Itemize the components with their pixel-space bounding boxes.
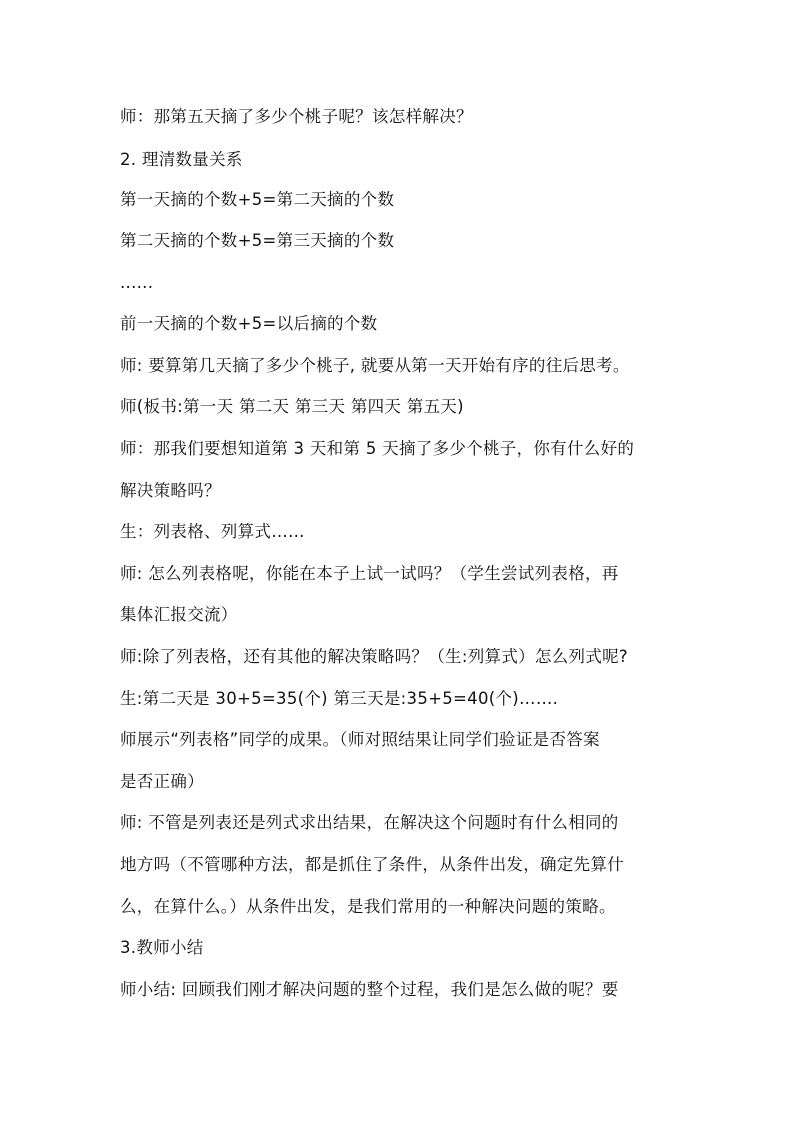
text-line: 前一天摘的个数+5=以后摘的个数 bbox=[120, 314, 378, 333]
text-line: 么，在算什么。）从条件出发，是我们常用的一种解决问题的策略。 bbox=[120, 897, 616, 916]
text-line: 师: 怎么列表格呢，你能在本子上试一试吗？（学生尝试列表格，再 bbox=[120, 564, 619, 583]
text-line: 第二天摘的个数+5=第三天摘的个数 bbox=[120, 231, 395, 250]
text-line: 师：那我们要想知道第 3 天和第 5 天摘了多少个桃子，你有什么好的 bbox=[120, 439, 635, 458]
text-line: 师小结: 回顾我们刚才解决问题的整个过程，我们是怎么做的呢？要 bbox=[120, 980, 619, 999]
text-line: 是否正确） bbox=[120, 772, 204, 791]
ellipsis-line: ...... bbox=[120, 273, 154, 292]
text-line: 师:除了列表格，还有其他的解决策略吗？（生:列算式）怎么列式呢? bbox=[120, 647, 628, 666]
text-line: 生:第二天是 30+5=35(个) 第三天是:35+5=40(个)……. bbox=[120, 689, 559, 708]
text-line: 生：列表格、列算式…… bbox=[120, 522, 305, 541]
text-line: 师: 要算第几天摘了多少个桃子, 就要从第一天开始有序的往后思考。 bbox=[120, 356, 630, 375]
text-line: 解决策略吗？ bbox=[120, 481, 221, 500]
text-line: 集体汇报交流） bbox=[120, 605, 238, 624]
section-heading: 3.教师小结 bbox=[120, 938, 204, 957]
section-heading: 2. 理清数量关系 bbox=[120, 150, 243, 169]
text-line: 师(板书:第一天 第二天 第三天 第四天 第五天) bbox=[120, 397, 464, 416]
text-line: 师展示“列表格”同学的成果。（师对照结果让同学们验证是否答案 bbox=[120, 730, 600, 749]
text-line: 师: 不管是列表还是列式求出结果，在解决这个问题时有什么相同的 bbox=[120, 813, 619, 832]
text-line: 第一天摘的个数+5=第二天摘的个数 bbox=[120, 190, 395, 209]
text-line: 师：那第五天摘了多少个桃子呢？该怎样解决？ bbox=[120, 107, 473, 126]
text-line: 地方吗（不管哪种方法，都是抓住了条件，从条件出发，确定先算什 bbox=[120, 855, 624, 874]
